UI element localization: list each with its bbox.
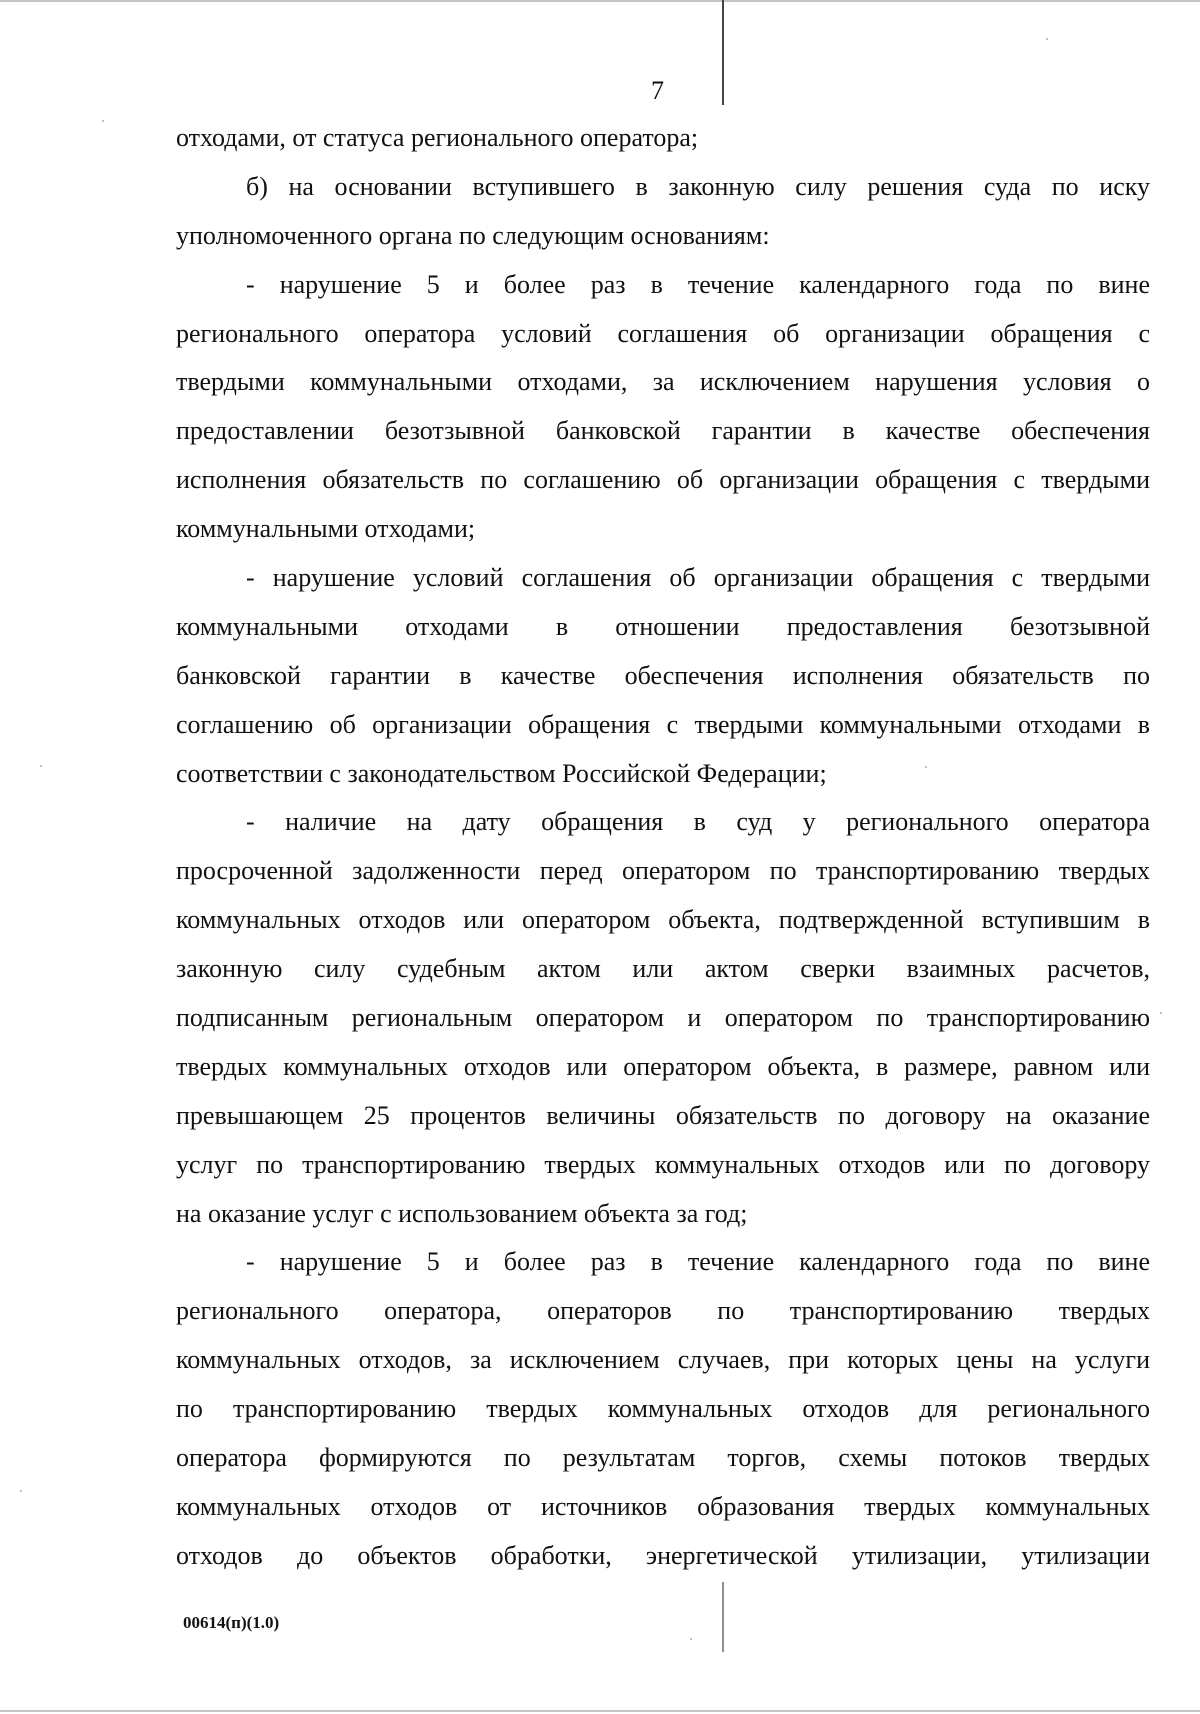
scan-speck xyxy=(1160,1012,1162,1014)
text-line: коммунальных отходов от источников образования твердых коммунальных xyxy=(176,1491,1150,1521)
scan-edge-bottom xyxy=(0,1710,1200,1712)
text-line: регионального оператора условий соглашения об организации обращения с xyxy=(176,318,1150,348)
text-line: коммунальных отходов, за исключением случаев, при которых цены на услуги xyxy=(176,1345,1150,1375)
text-line: коммунальных отходов или оператором объекта, подтвержденной вступившим в xyxy=(176,905,1150,935)
text-line: предоставлении безотзывной банковской гарантии в качестве обеспечения xyxy=(176,416,1150,446)
scan-speck xyxy=(102,120,104,122)
body-text xyxy=(176,114,1150,1581)
scan-speck xyxy=(690,1638,692,1640)
text-line: - нарушение условий соглашения об организации обращения с твердыми xyxy=(246,563,1150,593)
text-line: услуг по транспортированию твердых коммунальных отходов или по договору xyxy=(176,1149,1150,1179)
fold-mark-bottom xyxy=(722,1582,724,1652)
text-line: по транспортированию твердых коммунальных отходов для регионального xyxy=(176,1394,1150,1424)
text-line: законную силу судебным актом или актом сверки взаимных расчетов, xyxy=(176,954,1150,984)
text-line: отходов до объектов обработки, энергетической утилизации, утилизации xyxy=(176,1540,1150,1570)
scan-speck xyxy=(925,766,927,768)
document-code: 00614(п)(1.0) xyxy=(183,1613,280,1632)
text-line: отходами, от статуса регионального оператора; xyxy=(176,123,699,152)
scan-speck xyxy=(1046,38,1048,40)
text-line: - наличие на дату обращения в суд у регионального оператора xyxy=(246,807,1150,837)
text-line: просроченной задолженности перед оператором по транспортированию твердых xyxy=(176,856,1150,886)
text-line: превышающем 25 процентов величины обязательств по договору на оказание xyxy=(176,1100,1150,1130)
text-line: исполнения обязательств по соглашению об организации обращения с твердыми xyxy=(176,465,1150,495)
scan-edge-top xyxy=(0,0,1200,2)
text-line: - нарушение 5 и более раз в течение календарного года по вине xyxy=(246,1247,1150,1277)
text-line: уполномоченного органа по следующим основаниям: xyxy=(176,220,770,250)
text-line: коммунальными отходами; xyxy=(176,514,476,544)
text-line: б) на основании вступившего в законную силу решения суда по иску xyxy=(246,171,1150,201)
text-line: регионального оператора, операторов по транспортированию твердых xyxy=(176,1296,1150,1326)
text-line: - нарушение 5 и более раз в течение календарного года по вине xyxy=(246,269,1150,299)
text-line: твердыми коммунальными отходами, за исключением нарушения условия о xyxy=(176,367,1150,397)
text-line: соответствии с законодательством Российской Федерации; xyxy=(176,758,827,788)
page-number: 7 xyxy=(651,76,664,105)
text-line: коммунальными отходами в отношении предоставления безотзывной xyxy=(176,611,1150,641)
text-line: твердых коммунальных отходов или оператором объекта, в размере, равном или xyxy=(176,1051,1150,1081)
scan-speck xyxy=(20,1490,22,1492)
text-line: оператора формируются по результатам торгов, схемы потоков твердых xyxy=(176,1443,1150,1473)
text-line: соглашению об организации обращения с твердыми коммунальными отходами в xyxy=(176,709,1150,739)
text-line: банковской гарантии в качестве обеспечения исполнения обязательств по xyxy=(176,660,1150,690)
text-line: на оказание услуг с использованием объекта за год; xyxy=(176,1198,748,1228)
text-line: подписанным региональным оператором и оператором по транспортированию xyxy=(176,1003,1150,1033)
scan-speck xyxy=(40,765,42,767)
